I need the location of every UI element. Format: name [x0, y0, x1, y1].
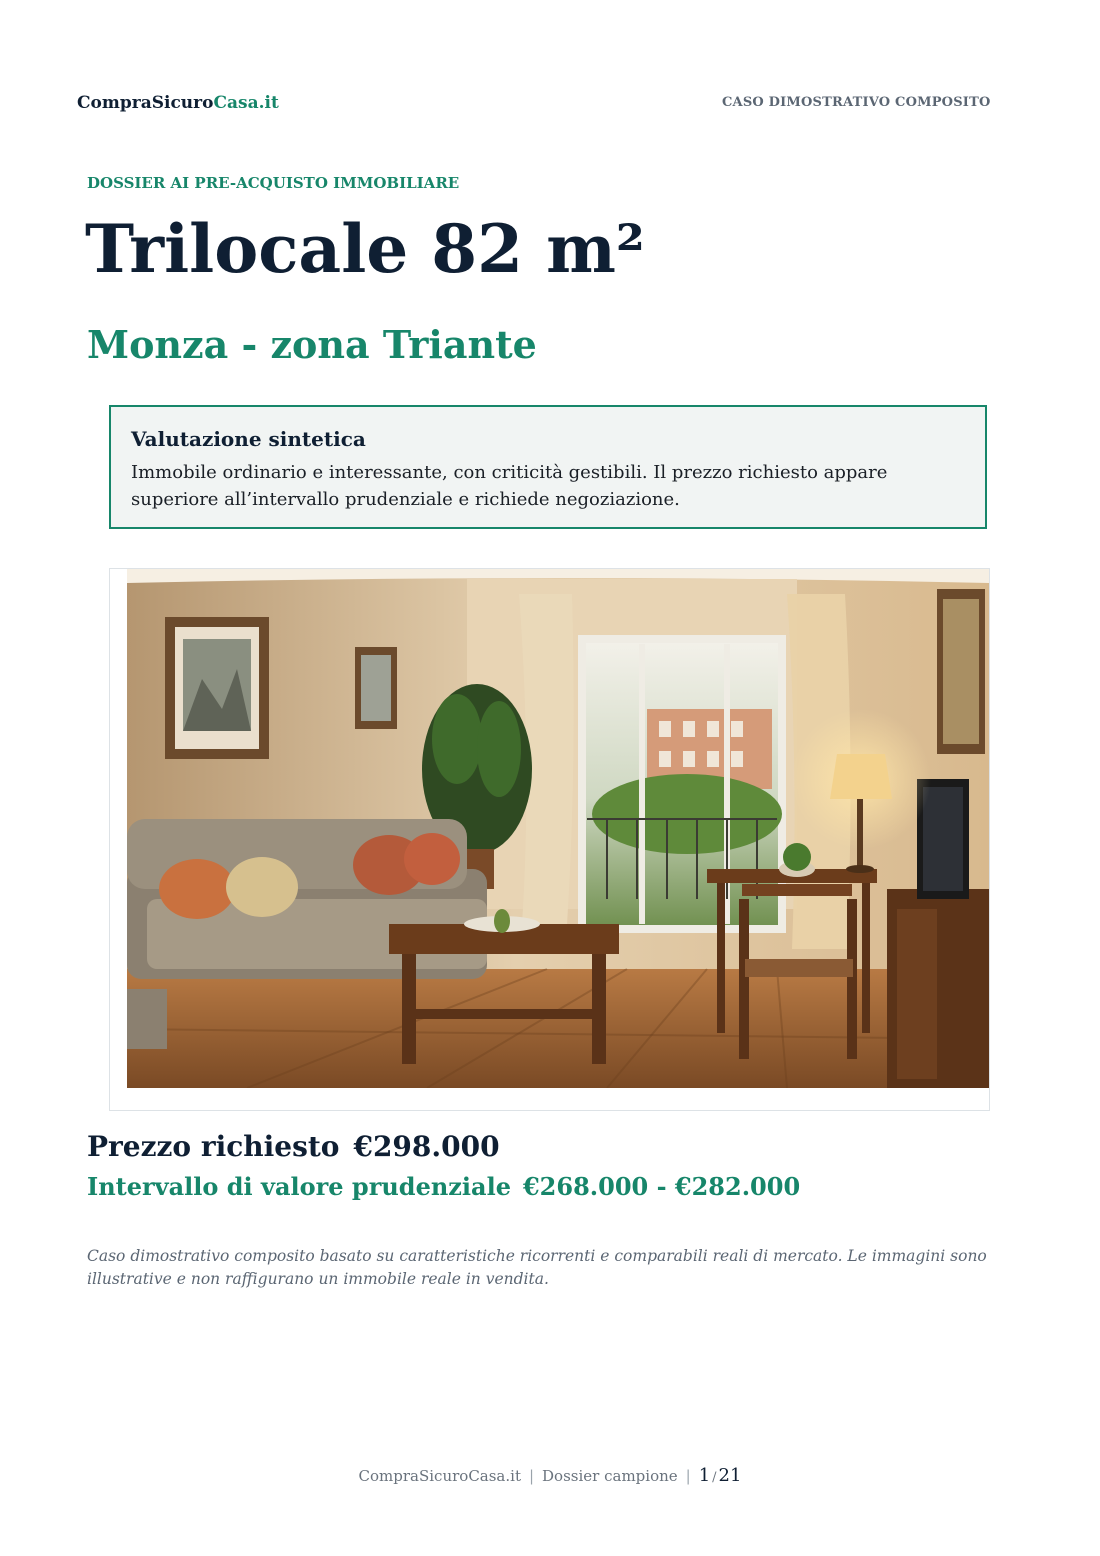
document-eyebrow: DOSSIER AI PRE-ACQUISTO IMMOBILIARE	[87, 174, 460, 192]
footer-separator: |	[685, 1467, 691, 1485]
property-title: Trilocale 82 m²	[85, 210, 645, 288]
footer-separator: |	[528, 1467, 535, 1485]
brand-main: CompraSicuro	[77, 93, 214, 113]
footer-site: CompraSicuroCasa.it	[358, 1467, 521, 1485]
value-range-line	[87, 1172, 800, 1201]
brand-accent: Casa.it	[213, 93, 279, 113]
footer-doc-label: Dossier campione	[542, 1467, 678, 1485]
value-range-value: €268.000 - €282.000	[522, 1172, 801, 1201]
brand-logo	[77, 93, 279, 113]
page-number-current: 1	[698, 1465, 711, 1486]
asking-price-line	[87, 1130, 500, 1163]
disclaimer-text: Caso dimostrativo composito basato su caratteristiche ricorrenti e comparabili reali di mercato. Le immagini sono illustrative e non raffigurano un immobile reale in vendita.	[87, 1247, 987, 1288]
page-number-total: 21	[718, 1465, 742, 1486]
summary-text: Immobile ordinario e interessante, con criticità gestibili. Il prezzo richiesto appare superiore all’intervallo prudenziale e richiede negoziazione.	[131, 462, 888, 510]
case-label: CASO DIMOSTRATIVO COMPOSITO	[722, 95, 991, 110]
page-footer	[0, 1465, 1100, 1486]
property-location: Monza - zona Triante	[87, 322, 537, 367]
summary-box	[109, 405, 987, 529]
asking-price-value: €298.000	[353, 1130, 500, 1163]
living-room-photo	[127, 569, 989, 1088]
page-number-slash: /	[712, 1470, 717, 1485]
value-range-label: Intervallo di valore prudenziale	[87, 1172, 511, 1201]
asking-price-label: Prezzo richiesto	[87, 1130, 340, 1163]
summary-heading: Valutazione sintetica	[131, 427, 366, 451]
